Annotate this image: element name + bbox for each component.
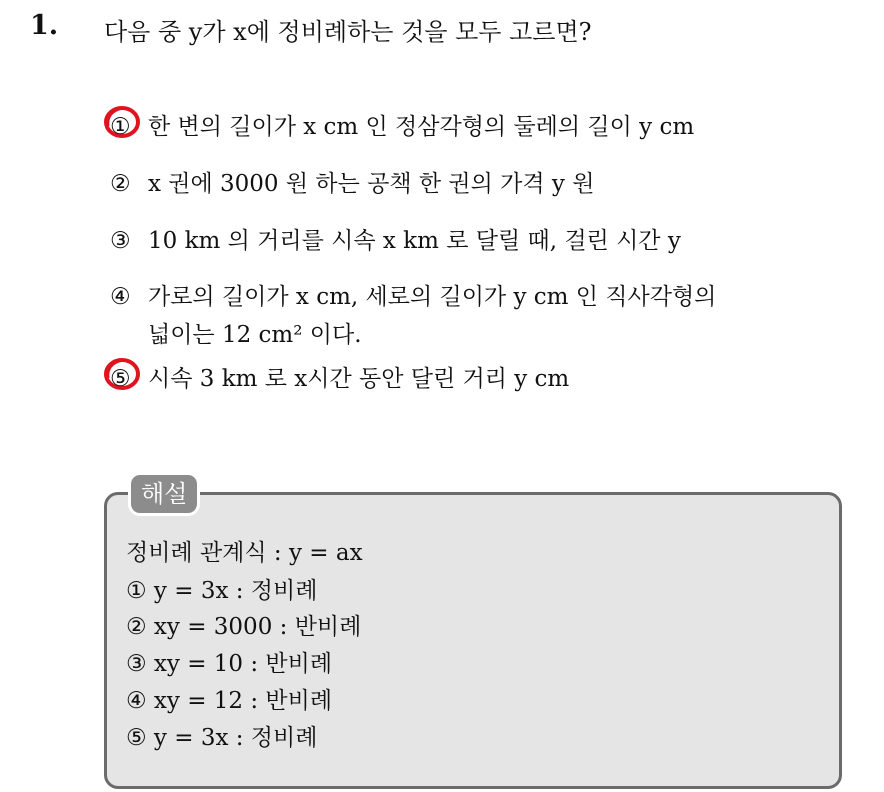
solution-line-5: ⑤ y = 3x : 정비례 <box>126 725 318 751</box>
solution-line-4: ④ xy = 12 : 반비례 <box>126 688 333 714</box>
option-4-text: 가로의 길이가 x cm, 세로의 길이가 y cm 인 직사각형의 <box>148 284 717 310</box>
option-4-mark: ④ <box>110 284 131 310</box>
option-4[interactable] <box>110 278 716 311</box>
option-1[interactable] <box>110 108 694 141</box>
option-1-mark: ① <box>110 114 131 140</box>
option-5-mark: ⑤ <box>110 366 131 392</box>
question-number: 1. <box>30 10 59 41</box>
option-5[interactable] <box>110 360 569 393</box>
solution-line-1: ① y = 3x : 정비례 <box>126 578 318 604</box>
option-2[interactable] <box>110 165 594 198</box>
option-2-text: x 권에 3000 원 하는 공책 한 권의 가격 y 원 <box>148 171 595 197</box>
option-1-text: 한 변의 길이가 x cm 인 정삼각형의 둘레의 길이 y cm <box>148 114 695 140</box>
option-3[interactable] <box>110 222 681 255</box>
option-4-text-line2: 넓이는 12 cm² 이다. <box>148 322 362 348</box>
option-3-text: 10 km 의 거리를 시속 x km 로 달릴 때, 걸린 시간 y <box>148 228 681 254</box>
solution-line-0: 정비례 관계식 : y = ax <box>126 540 363 566</box>
option-3-mark: ③ <box>110 228 131 254</box>
question-text: 다음 중 y가 x에 정비례하는 것을 모두 고르면? <box>104 18 592 46</box>
solution-line-2: ② xy = 3000 : 반비례 <box>126 614 362 640</box>
option-5-text: 시속 3 km 로 x시간 동안 달린 거리 y cm <box>148 366 570 392</box>
solution-line-3: ③ xy = 10 : 반비례 <box>126 651 333 677</box>
option-2-mark: ② <box>110 171 131 197</box>
solution-tag: 해설 <box>128 472 200 516</box>
